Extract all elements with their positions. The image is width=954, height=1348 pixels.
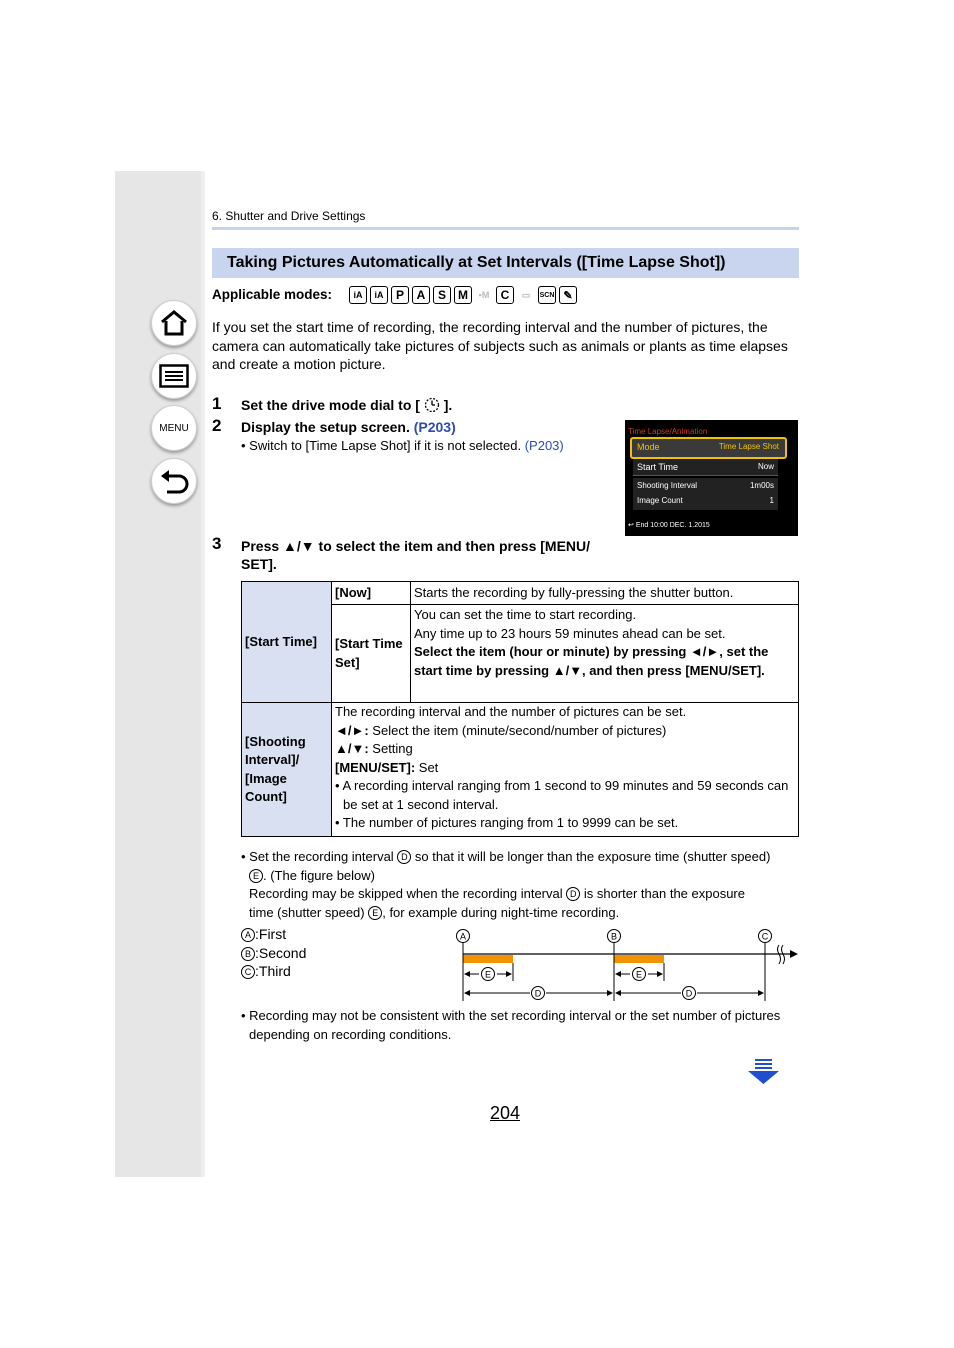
aperture-mode-icon: A bbox=[412, 286, 430, 304]
intelligent-auto-plus-icon: iA bbox=[370, 286, 388, 304]
time-lapse-icon bbox=[424, 397, 440, 413]
legend-third bbox=[241, 962, 306, 981]
now-option: [Now] bbox=[332, 582, 411, 605]
timeline-labels bbox=[457, 930, 772, 943]
back-arrow-icon bbox=[159, 468, 189, 494]
menu-label: MENU bbox=[159, 422, 189, 434]
note-1-line-3 bbox=[241, 885, 801, 904]
marker-d: D bbox=[397, 850, 411, 864]
chapter-divider bbox=[212, 227, 799, 230]
camera-row-mode bbox=[630, 437, 787, 459]
section-title-bar bbox=[212, 248, 799, 278]
interval-timeline-diagram bbox=[450, 925, 805, 1005]
int-line-lr bbox=[335, 722, 795, 741]
sts-line-3: Select the item (hour or minute) by pressing ◄/►, set the start time by pressing ▲/▼, and then press [MENU/SET]. bbox=[414, 644, 769, 678]
int-line-ms bbox=[335, 759, 795, 778]
table-row bbox=[242, 703, 799, 837]
interval-dimension-first bbox=[464, 987, 613, 1000]
start-time-set-option: [Start Time Set] bbox=[332, 605, 411, 703]
list-icon bbox=[159, 364, 189, 388]
scene-mode-icon: SCN bbox=[538, 286, 556, 304]
int-ms-text: Set bbox=[415, 759, 439, 775]
camera-row-interval-label: Shooting Interval bbox=[637, 481, 698, 490]
interval-dimension-second bbox=[615, 987, 764, 1000]
note-1c: . (The figure below) bbox=[263, 867, 375, 883]
dim-marker-d-2: D bbox=[685, 988, 693, 999]
manual-mode-icon: M bbox=[454, 286, 472, 304]
note-1g: , for example during night-time recording. bbox=[382, 904, 620, 920]
note-1-line-4 bbox=[241, 904, 801, 923]
note-2 bbox=[241, 1007, 801, 1044]
camera-row-start-time-label: Start Time bbox=[637, 462, 679, 472]
note-1-line-1 bbox=[241, 848, 801, 867]
exposure-dimension-first bbox=[464, 968, 512, 981]
step-2-bullet-text: • Switch to [Time Lapse Shot] if it is not selected. bbox=[241, 438, 522, 453]
applicable-modes-label: Applicable modes: bbox=[212, 287, 333, 302]
step-3-line-1: Press ▲/▼ to select the item and then press [MENU/ bbox=[241, 538, 591, 554]
mode-icons bbox=[349, 286, 577, 304]
start-time-set-description bbox=[411, 605, 799, 703]
notes-block bbox=[241, 848, 801, 922]
legend bbox=[241, 925, 306, 981]
note-1b: so that it will be longer than the exposure time (shutter speed) bbox=[411, 849, 771, 864]
legend-first-text: :First bbox=[255, 926, 287, 942]
camera-row-count-label: Image Count bbox=[637, 496, 683, 505]
panorama-mode-icon: ▭ bbox=[521, 289, 531, 300]
note-2-text: • Recording may not be consistent with the set recording interval or the set number of pictures depending on recording conditions. bbox=[241, 1008, 781, 1042]
camera-row-count-value: 1 bbox=[769, 496, 774, 505]
shutter-mode-icon: S bbox=[433, 286, 451, 304]
marker-a: A bbox=[241, 928, 255, 942]
int-ms-key: [MENU/SET]: bbox=[335, 759, 416, 775]
exposure-bar-second bbox=[614, 955, 664, 963]
program-mode-icon: P bbox=[391, 286, 409, 304]
next-page-arrow-icon[interactable] bbox=[747, 1059, 780, 1085]
step-2-link[interactable]: (P203) bbox=[413, 419, 456, 435]
marker-c: C bbox=[241, 965, 255, 979]
page-number: 204 bbox=[490, 1103, 521, 1123]
int-ud-text: Setting bbox=[368, 741, 413, 756]
dim-marker-e-2: E bbox=[635, 969, 643, 980]
custom-mode-icon: C bbox=[496, 286, 514, 304]
marker-d: D bbox=[566, 887, 580, 901]
home-icon bbox=[159, 309, 189, 337]
note-1f: time (shutter speed) bbox=[249, 904, 369, 920]
note-1d: Recording may be skipped when the recording interval bbox=[249, 886, 567, 901]
interval-header: [Shooting Interval]/ [Image Count] bbox=[242, 703, 332, 837]
legend-first bbox=[241, 925, 306, 944]
intro-paragraph: If you set the start time of recording, the recording interval and the number of pictures, the camera can automatically take pictures of subjects such as animals or plants as time elapses and create a motion picture. bbox=[212, 319, 788, 372]
creative-control-icon: ✎ bbox=[559, 286, 577, 304]
legend-third-text: :Third bbox=[255, 963, 291, 979]
step-1-number: 1 bbox=[212, 394, 222, 413]
creative-video-mode-icon: ▪M bbox=[478, 290, 490, 300]
chapter-heading: 6. Shutter and Drive Settings bbox=[212, 209, 366, 223]
step-2-text bbox=[241, 419, 456, 435]
start-time-header: [Start Time] bbox=[242, 582, 332, 703]
camera-row-start-time bbox=[633, 459, 778, 476]
exposure-bar-first bbox=[463, 955, 513, 963]
step-1-text bbox=[241, 397, 452, 413]
step-1-text-b: ]. bbox=[443, 397, 453, 413]
dim-marker-e-1: E bbox=[484, 969, 492, 980]
sts-line-1: You can set the time to start recording. bbox=[414, 607, 637, 622]
timeline-marker-c: C bbox=[761, 931, 769, 942]
step-2-number: 2 bbox=[212, 416, 222, 435]
sidebar-edge bbox=[201, 171, 205, 1177]
int-ud-key: ▲/▼: bbox=[335, 741, 369, 756]
menu-button[interactable] bbox=[151, 405, 197, 451]
int-line-1: The recording interval and the number of pictures can be set. bbox=[335, 704, 687, 719]
step-2-label: Display the setup screen. bbox=[241, 419, 410, 435]
now-description: Starts the recording by fully-pressing the shutter button. bbox=[411, 582, 799, 605]
timeline-arrowhead bbox=[790, 950, 798, 958]
camera-back-icon: ↩ bbox=[628, 522, 634, 529]
legend-second bbox=[241, 944, 306, 963]
dim-marker-d-1: D bbox=[534, 988, 542, 999]
marker-e: E bbox=[249, 869, 263, 883]
camera-row-interval-value: 1m00s bbox=[749, 481, 774, 490]
section-title: Taking Pictures Automatically at Set Intervals ([Time Lapse Shot]) bbox=[227, 254, 726, 271]
settings-table bbox=[241, 581, 799, 837]
back-button[interactable] bbox=[151, 458, 197, 504]
step-1-text-a: Set the drive mode dial to [ bbox=[241, 397, 420, 413]
note-1e: is shorter than the exposure bbox=[580, 886, 745, 901]
camera-footer-text: End 10:00 DEC. 1.2015 bbox=[635, 522, 710, 529]
step-3-line-2: SET]. bbox=[241, 556, 277, 572]
exposure-dimension-second bbox=[615, 968, 663, 981]
step-2-bullet bbox=[241, 438, 564, 453]
timeline-marker-b: B bbox=[610, 931, 618, 942]
contents-button[interactable] bbox=[151, 353, 197, 399]
camera-row-interval bbox=[633, 478, 778, 510]
int-line-ud bbox=[335, 740, 795, 759]
sts-line-2: Any time up to 23 hours 59 minutes ahead can be set. bbox=[414, 625, 726, 641]
camera-row-mode-value: Time Lapse Shot bbox=[718, 442, 779, 451]
legend-second-text: :Second bbox=[255, 944, 307, 961]
camera-row-start-time-value: Now bbox=[757, 462, 774, 471]
marker-b: B bbox=[241, 947, 255, 961]
table-row bbox=[242, 582, 799, 605]
int-lr-text: Select the item (minute/second/number of pictures) bbox=[368, 722, 667, 738]
step-3-text bbox=[241, 537, 590, 573]
step-2-bullet-link[interactable]: (P203) bbox=[524, 438, 564, 453]
interval-description bbox=[332, 703, 799, 837]
camera-screen-footer bbox=[628, 521, 710, 529]
home-button[interactable] bbox=[151, 300, 197, 346]
int-bullet-2: • The number of pictures ranging from 1 to 9999 can be set. bbox=[335, 815, 679, 830]
camera-screen-title: Time Lapse/Animation bbox=[628, 427, 708, 436]
note-1-line-2 bbox=[241, 867, 801, 886]
int-lr-key: ◄/►: bbox=[335, 722, 369, 738]
step-3-number: 3 bbox=[212, 534, 222, 553]
marker-e: E bbox=[368, 906, 382, 920]
timeline-marker-a: A bbox=[459, 931, 467, 942]
camera-row-mode-label: Mode bbox=[637, 442, 660, 452]
int-bullet-1: • A recording interval ranging from 1 second to 99 minutes and 59 seconds can be set at 1 second interval. bbox=[335, 778, 789, 812]
note-1a: • Set the recording interval bbox=[241, 849, 398, 864]
intelligent-auto-icon: iA bbox=[349, 286, 367, 304]
camera-setup-screen bbox=[625, 420, 798, 536]
